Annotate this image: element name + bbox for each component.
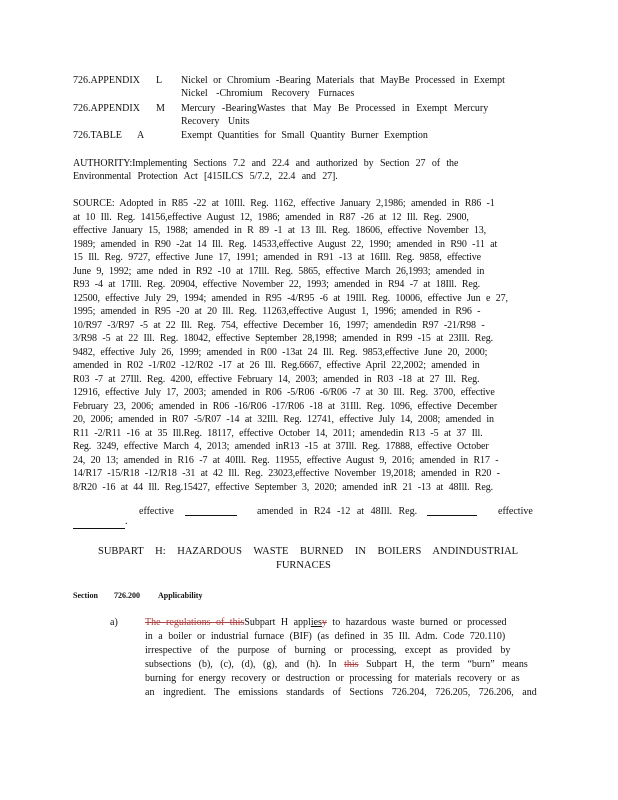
section-number: 726.200: [114, 591, 140, 600]
toc-title-cont: Recovery Units: [181, 116, 250, 127]
toc-title-cont: Nickel -Chromium Recovery Furnaces: [181, 88, 355, 99]
source-text: effective: [139, 506, 174, 517]
source-line: 8/R20 -16 at 44 Ill. Reg.15427, effective September 3, 2020; amended inR 21 -13 at 48Ill. Reg.: [73, 481, 494, 493]
toc-title: Exempt Quantities for Small Quantity Burner Exemption: [181, 130, 428, 141]
section-label: Section: [73, 591, 98, 600]
toc-letter: M: [156, 103, 165, 114]
toc-id: 726.APPENDIX: [73, 103, 140, 114]
deleted-text: y: [321, 617, 327, 628]
paragraph-line: subsections (b), (c), (d), (g), and (h). In this Subpart H, the term “burn” means: [145, 659, 528, 670]
paragraph-line: The regulations of thisSubpart H appliesy to hazardous waste burned or processed: [145, 617, 507, 628]
subpart-title: SUBPART H: HAZARDOUS WASTE BURNED IN BOILERS ANDINDUSTRIAL: [98, 546, 519, 557]
inserted-text: ies: [310, 617, 322, 628]
source-line: 14/R17 -15/R18 -12/R18 -31 at 42 Ill. Reg. 23023,effective November 19,2018; amended in R20 -: [73, 468, 500, 480]
blank-field: [73, 519, 125, 532]
source-line: SOURCE: Adopted in R85 -22 at 10Ill. Reg. 1162, effective January 2,1986; amended in R86 -1: [73, 198, 495, 209]
source-text: effective: [498, 506, 533, 517]
paragraph-line: in a boiler or industrial furnace (BIF) (as defined in 35 Ill. Adm. Code 720.110): [145, 631, 506, 642]
source-text: .: [125, 516, 128, 527]
blank-field: [185, 506, 237, 519]
toc-title: Nickel or Chromium -Bearing Materials that MayBe Processed in Exempt: [181, 75, 505, 86]
toc-title: Mercury -BearingWastes that May Be Processed in Exempt Mercury: [181, 103, 489, 114]
source-line: 20, 2006; amended in R07 -5/R07 -14 at 32Ill. Reg. 12741, effective July 14, 2008; amended in: [73, 414, 494, 426]
source-line: June 9, 1992; ame nded in R92 -10 at 17Ill. Reg. 5865, effective March 26,1993; amended in: [73, 265, 485, 277]
toc-id: 726.TABLE: [73, 130, 122, 141]
paragraph-line: burning for energy recovery or destruction or processing for materials recovery or as: [145, 673, 520, 684]
source-line: 1995; amended in R95 -20 at 20 Ill. Reg. 11263,effective August 1, 1996; amended in R96 -: [73, 306, 481, 318]
source-line: effective January 15, 1988; amended in R 89 -1 at 13 Ill. Reg. 18606, effective November 13,: [73, 225, 487, 236]
source-line: 24, 20 13; amended in R16 -7 at 40Ill. Reg. 11955, effective August 9, 2016; amended in R17 -: [73, 454, 499, 466]
source-line: 1989; amended in R90 -2at 14 Ill. Reg. 14533,effective August 22, 1990; amended in R90 -11 at: [73, 238, 498, 250]
source-line: R03 -7 at 27Ill. Reg. 4200, effective February 14, 2003; amended in R03 -18 at 27 Ill. Reg.: [73, 373, 480, 385]
deleted-text: this: [344, 659, 359, 670]
toc-letter: A: [137, 130, 145, 141]
source-line: at 10 Ill. Reg. 14156,effective August 12, 1986; amended in R87 -26 at 12 Ill. Reg. 2900,: [73, 211, 469, 223]
source-line: 15 Ill. Reg. 9727, effective June 17, 1991; amended in R91 -13 at 16Ill. Reg. 9858, effective: [73, 252, 481, 264]
deleted-text: The regulations of this: [145, 617, 245, 628]
source-line: amended in R02 -1/R02 -12/R02 -17 at 26 Ill. Reg.6667, effective April 22,2002; amended in: [73, 360, 480, 372]
source-line: 12500, effective July 29, 1994; amended in R95 -4/R95 -6 at 19Ill. Reg. 10006, effective Jun e 27,: [73, 292, 508, 304]
source-line: 12916, effective July 17, 2003; amended in R06 -5/R06 -6/R06 -7 at 30 Ill. Reg. 3700, effective: [73, 387, 495, 399]
source-line: 9482, effective July 26, 1999; amended in R00 -13at 24 Ill. Reg. 9853,effective June 20, 2000;: [73, 346, 488, 358]
authority-line: AUTHORITY:Implementing Sections 7.2 and 22.4 and authorized by Section 27 of the: [73, 158, 459, 169]
source-text: amended in R24 -12 at 48Ill. Reg.: [257, 506, 418, 517]
source-line: 3/R98 -5 at 22 Ill. Reg. 18042, effective September 28,1998; amended in R99 -15 at 23Ill. Reg.: [73, 333, 494, 345]
subpart-title-cont: FURNACES: [276, 560, 331, 571]
paragraph-line: irrespective of the purpose of burning or processing, except as provided by: [145, 645, 511, 656]
source-line: R11 -2/R11 -16 at 35 Ill.Reg. 18117, effective October 14, 2011; amendedin R13 -5 at 37 Ill.: [73, 427, 483, 439]
paragraph-line: an ingredient. The emissions standards of Sections 726.204, 726.205, 726.206, and: [145, 687, 537, 698]
toc-id: 726.APPENDIX: [73, 75, 140, 86]
source-line: 10/R97 -3/R97 -5 at 22 Ill. Reg. 754, effective December 16, 1997; amendedin R97 -21/R98 -: [73, 319, 485, 331]
source-line: R93 -4 at 17Ill. Reg. 20904, effective November 22, 1993; amended in R94 -7 at 18Ill. Reg.: [73, 279, 481, 291]
toc-letter: L: [156, 75, 163, 86]
paragraph-marker: a): [110, 617, 118, 628]
authority-line: Environmental Protection Act [415ILCS 5/7.2, 22.4 and 27].: [73, 171, 338, 182]
source-line: Reg. 3249, effective March 4, 2013; amended inR13 -15 at 37Ill. Reg. 17888, effective October: [73, 441, 489, 453]
blank-field: [427, 506, 477, 519]
source-line: February 23, 2006; amended in R06 -16/R06 -17/R06 -18 at 31Ill. Reg. 1096, effective December: [73, 400, 498, 412]
section-title: Applicability: [158, 591, 203, 600]
